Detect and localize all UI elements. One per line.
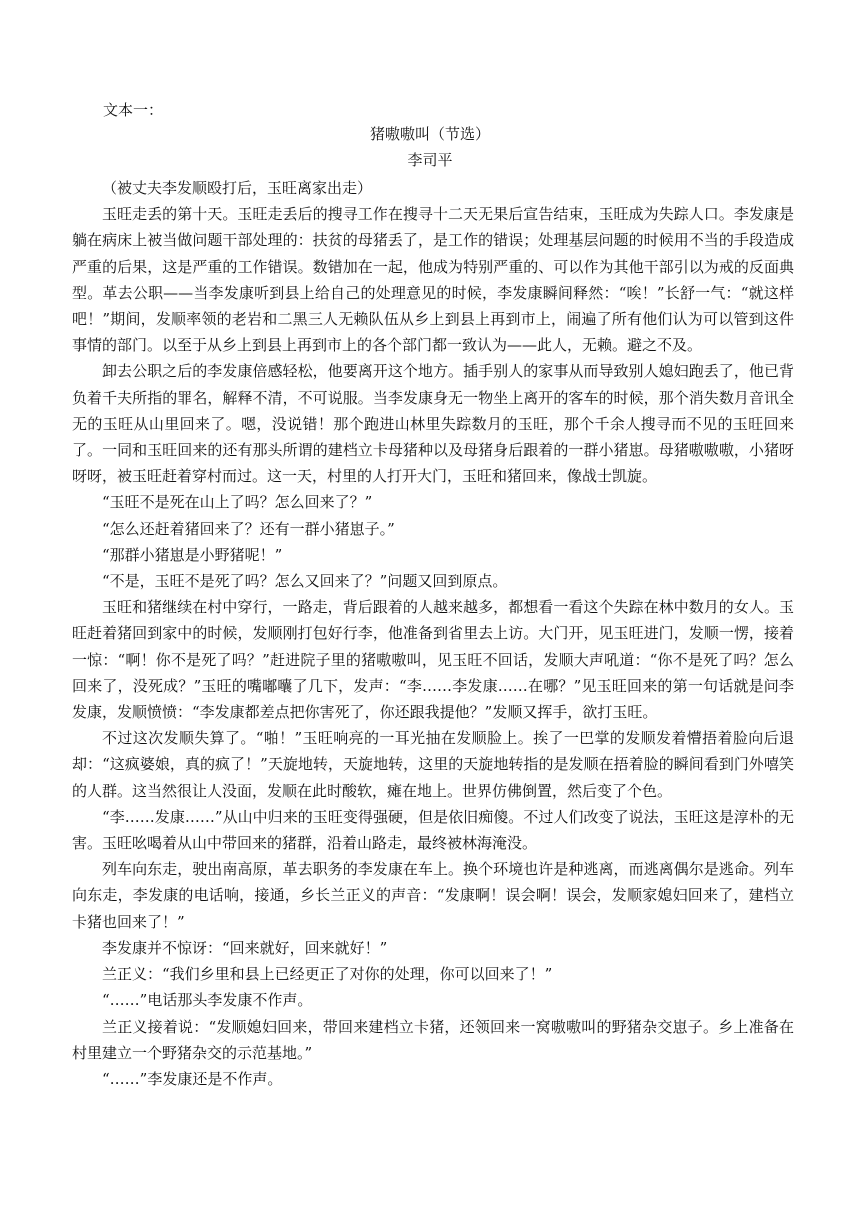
paragraph: 李发康并不惊讶：“回来就好，回来就好！” xyxy=(102,938,388,957)
story-title: 猪嗷嗷叫（节选） xyxy=(369,125,490,143)
paragraph: 不过这次发顺失算了。“啪！”玉旺响亮的一耳光抽在发顺脸上。挨了一巴掌的发顺发着懵捂着脸向后退却：“这疯婆娘，真的疯了！”天旋地转，天旋地转，这里的天旋地转指的是发顺在捂着脸的瞬间看到门外嘻笑的人群。这当然很让人没面，发顺在此时酸软，瘫在地上。世界仿佛倒置，然后变了个色。 xyxy=(72,729,794,800)
paragraph: “那群小猪崽是小野猪呢！” xyxy=(102,545,283,564)
paragraph: “……”李发康还是不作声。 xyxy=(102,1069,283,1088)
paragraph: “李……发康……”从山中归来的玉旺变得强硬，但是依旧痴傻。不过人们改变了说法，玉旺这是淳朴的无害。玉旺吆喝着从山中带回来的猪群，沿着山路走，最终被林海淹没。 xyxy=(72,807,794,853)
paragraph: 列车向东走，驶出南高原，革去职务的李发康在车上。换个环境也许是种逃离，而逃离偶尔是逃命。列车向东走，李发康的电话响，接通，乡长兰正义的声音：“发康啊！误会啊！误会，发顺家媳妇回来了，建档立卡猪也回来了！” xyxy=(72,860,794,931)
paragraph: “怎么还赶着猪回来了？还有一群小猪崽子。” xyxy=(102,519,395,538)
paragraph: 玉旺和猪继续在村中穿行，一路走，背后跟着的人越来越多，都想看一看这个失踪在林中数月的女人。玉旺赶着猪回到家中的时候，发顺刚打包好行李，他准备到省里去上访。大门开，见玉旺进门，发顺一愣，接着一惊：“啊！你不是死了吗？”赶进院子里的猪嗷嗷叫，见玉旺不回话，发顺大声吼道：“你不是死了吗？怎么回来了，没死成？”玉旺的嘴嘟囔了几下，发声：“李……李发康……在哪？”见玉旺回来的第一句话就是问李发康，发顺愤愤：“李发康都差点把你害死了，你还跟我提他？”发顺又挥手，欲打玉旺。 xyxy=(72,598,794,722)
paragraph: （被丈夫李发顺殴打后，玉旺离家出走） xyxy=(102,179,373,197)
text-section-label: 文本一： xyxy=(103,101,164,119)
paragraph: 卸去公职之后的李发康倍感轻松，他要离开这个地方。插手别人的家事从而导致别人媳妇跑丢了，他已背负着千夫所指的罪名，解释不清，不可说服。当李发康身无一物坐上离开的客车的时候，那个消失数月音讯全无的玉旺从山里回来了。嗯，没说错！那个跑进山林里失踪数月的玉旺，那个千余人搜寻而不见的玉旺回来了。一同和玉旺回来的还有那头所谓的建档立卡母猪种以及母猪身后跟着的一群小猪崽。母猪嗷嗷嗷，小猪呀呀呀，被玉旺赶着穿村而过。这一天，村里的人打开大门，玉旺和猪回来，像战士凯旋。 xyxy=(72,362,794,486)
paragraph: “……”电话那头李发康不作声。 xyxy=(102,991,313,1010)
paragraph: “不是，玉旺不是死了吗？怎么又回来了？”问题又回到原点。 xyxy=(102,572,508,591)
paragraph: 兰正义：“我们乡里和县上已经更正了对你的处理，你可以回来了！” xyxy=(102,965,553,984)
story-body xyxy=(72,175,794,1092)
paragraph: “玉旺不是死在山上了吗？怎么回来了？” xyxy=(102,493,373,512)
paragraph: 兰正义接着说：“发顺媳妇回来，带回来建档立卡猪，还领回来一窝嗷嗷叫的野猪杂交崽子。乡上准备在村里建立一个野猪杂交的示范基地。” xyxy=(72,1017,794,1062)
author-name: 李司平 xyxy=(407,151,453,169)
paragraph: 玉旺走丢的第十天。玉旺走丢后的搜寻工作在搜寻十二天无果后宣告结束，玉旺成为失踪人口。李发康是躺在病床上被当做问题干部处理的：扶贫的母猪丢了，是工作的错误；处理基层问题的时候用不当的手段造成严重的后果，这是严重的工作错误。数错加在一起，他成为特别严重的、可以作为其他干部引以为戒的反面典型。革去公职——当李发康听到县上给自己的处理意见的时候，李发康瞬间释然：“唉！”长舒一气：“就这样吧！”期间，发顺率领的老岩和二黑三人无赖队伍从乡上到县上再到市上，闹遍了所有他们认为可以管到这件事情的部门。以至于从乡上到县上再到市上的各个部门都一致认为——此人，无赖。避之不及。 xyxy=(72,205,794,355)
